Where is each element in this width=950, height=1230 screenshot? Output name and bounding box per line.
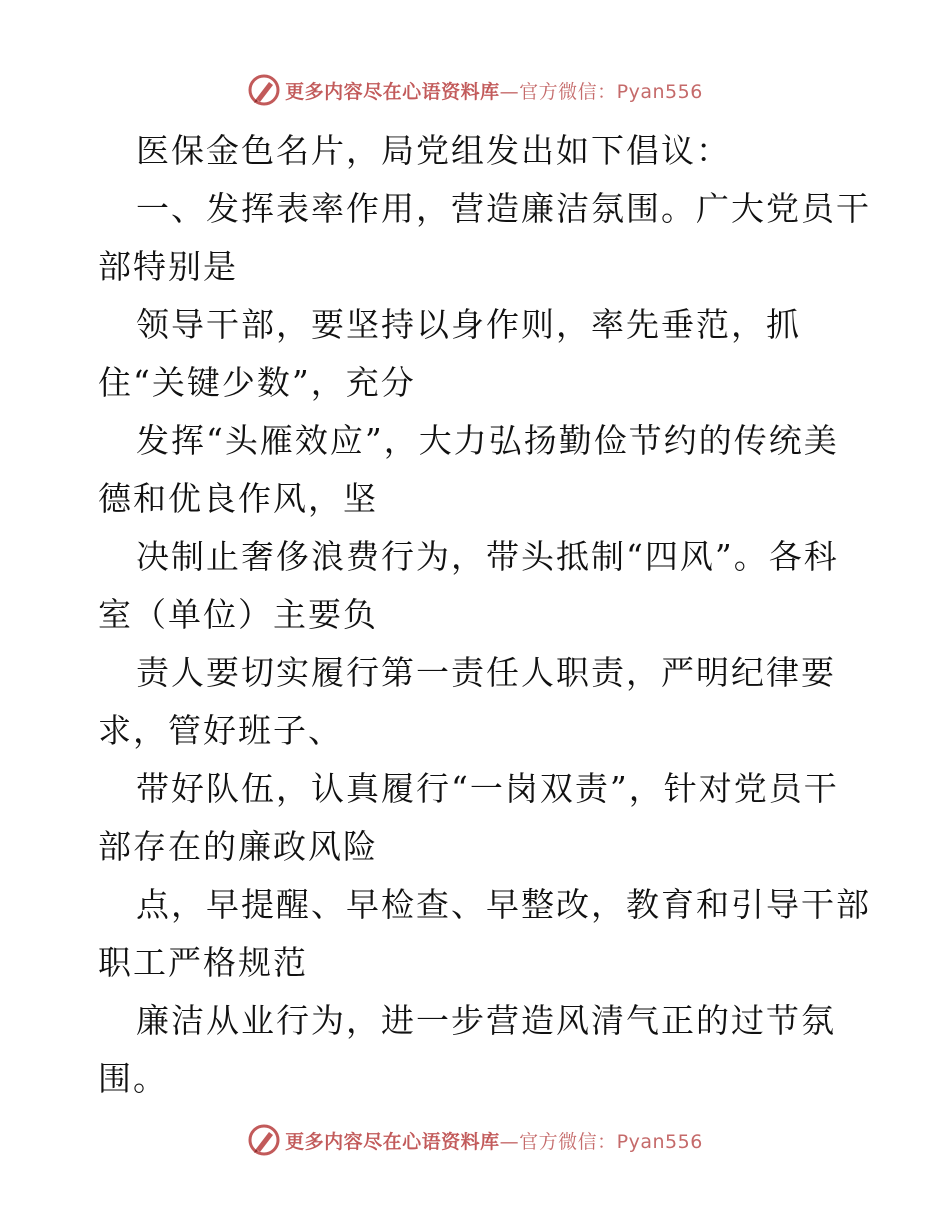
body-line: 德和优良作风，坚 xyxy=(98,479,378,518)
body-line: 一、发挥表率作用，营造廉洁氛围。广大党员干 xyxy=(136,189,871,228)
document-body xyxy=(98,122,871,1108)
banner-text xyxy=(285,1127,703,1154)
body-line: 领导干部，要坚持以身作则，率先垂范，抓 xyxy=(136,305,801,344)
body-line: 求，管好班子、 xyxy=(98,711,343,750)
body-line: 发挥“头雁效应”，大力弘扬勤俭节约的传统美 xyxy=(136,421,839,460)
body-line: 点，早提醒、早检查、早整改，教育和引导干部 xyxy=(136,885,871,924)
banner-text-strong: 更多内容尽在心语资料库 xyxy=(285,80,500,103)
pen-logo-icon xyxy=(247,73,281,107)
body-line: 决制止奢侈浪费行为，带头抵制“四风”。各科 xyxy=(136,537,839,576)
body-line: 围。 xyxy=(98,1059,168,1098)
body-line: 室（单位）主要负 xyxy=(98,595,378,634)
body-line: 职工严格规范 xyxy=(98,943,308,982)
banner-text-strong: 更多内容尽在心语资料库 xyxy=(285,1130,500,1153)
body-line: 住“关键少数”，充分 xyxy=(98,363,416,402)
body-line: 廉洁从业行为，进一步营造风清气正的过节氛 xyxy=(136,1001,836,1040)
body-line: 带好队伍，认真履行“一岗双责”，针对党员干 xyxy=(136,769,839,808)
body-line: 责人要切实履行第一责任人职责，严明纪律要 xyxy=(136,653,836,692)
banner-text-rest: —官方微信：Pyan556 xyxy=(499,80,703,103)
banner-text-rest: —官方微信：Pyan556 xyxy=(499,1130,703,1153)
body-line: 部存在的廉政风险 xyxy=(98,827,378,866)
pen-logo-icon xyxy=(247,1123,281,1157)
banner-text xyxy=(285,77,703,104)
footer-banner xyxy=(0,1120,950,1160)
body-line: 医保金色名片，局党组发出如下倡议： xyxy=(136,131,731,170)
body-line: 部特别是 xyxy=(98,247,238,286)
header-banner xyxy=(0,70,950,110)
